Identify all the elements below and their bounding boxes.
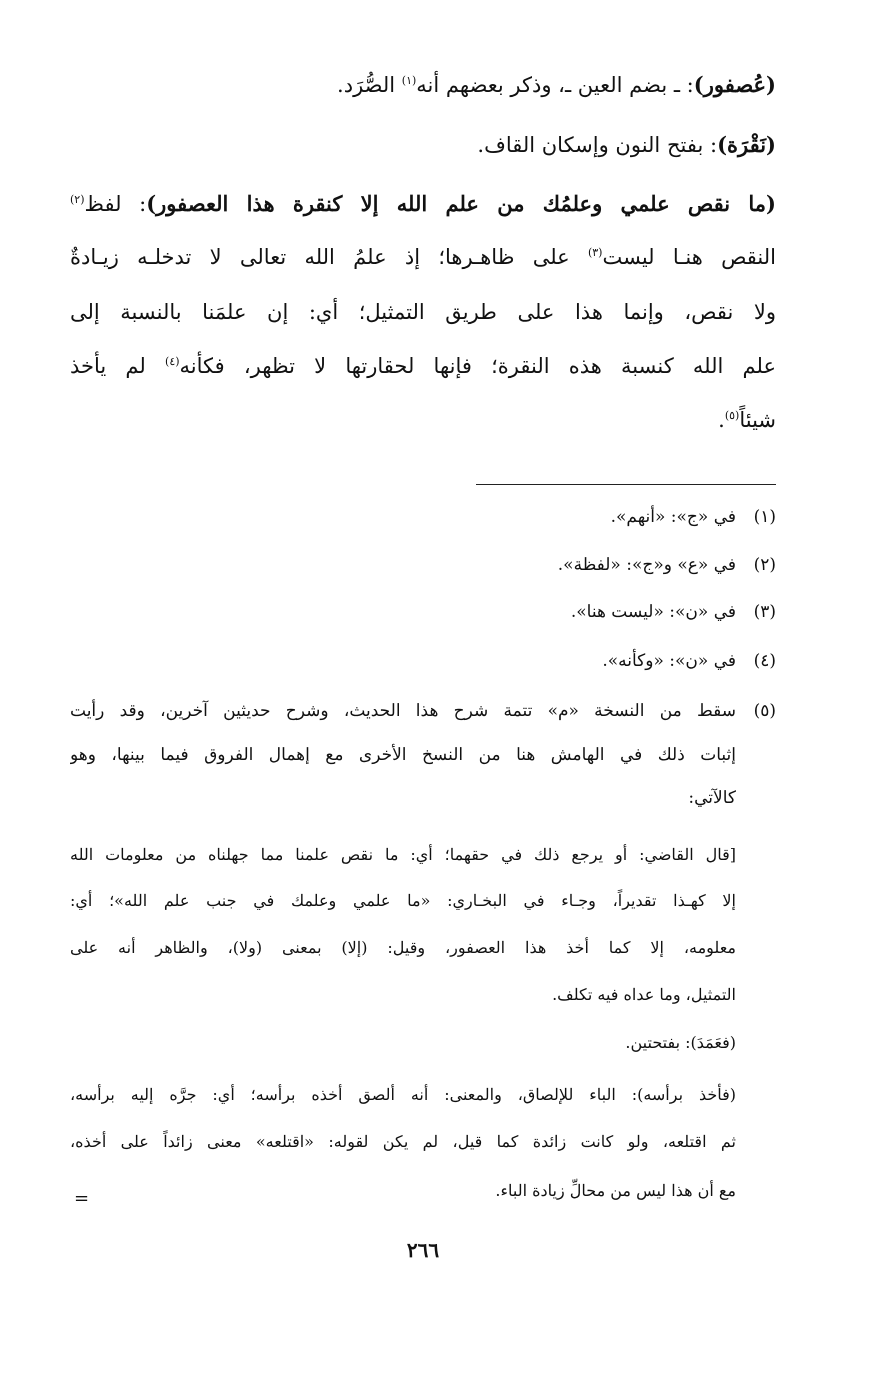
quote-text: معلومه، إلا كما أخذ هذا العصفور، وقيل: (إلا) بمعنى (ولا)، والظاهر أنه على [70, 938, 736, 957]
main-text: النقص هنـا ليست [602, 245, 776, 269]
footnote-number: (١) [753, 507, 776, 527]
quote-line-5 [625, 1030, 736, 1056]
footnote-text: في «ن»: «ليست هنا». [570, 602, 736, 622]
footnote-ref-2: (٢) [70, 193, 85, 206]
footnote-text: إثبات ذلك في الهامش هنا من النسخ الأخرى مع إهمال الفروق فيما بينها، وهو [70, 745, 736, 765]
main-text: ولا نقص، وإنما هذا على طريق التمثيل؛ أي: إن علمَنا بالنسبة إلى [70, 300, 776, 324]
hadith-quote: (ما نقص علمي وعلمُك من علم الله إلا كنقرة هذا العصفور) [146, 191, 776, 216]
main-line-6 [70, 351, 776, 381]
footnote-ref-1: (١) [401, 74, 417, 87]
document-page [70, 52, 776, 1342]
footnote-text: في «ج»: «أنهم». [610, 507, 736, 527]
quote-text: (فأخذ برأسه): الباء للإلصاق، والمعنى: أنه ألصق أخذه برأسه؛ أي: جرَّه إليه برأسه، [70, 1085, 736, 1104]
quote-line-1 [70, 842, 736, 868]
quote-line-2 [70, 888, 736, 914]
quote-text: التمثيل، وما عداه فيه تكلف. [552, 985, 736, 1004]
quote-text: إلا كهـذا تقديراً، وجـاء في البخـاري: «ما علمي وعلمك في جنب علم الله»؛ أي: [70, 891, 736, 910]
footnote-ref-4: (٤) [165, 355, 180, 368]
footnote-text: في «ع» و«ج»: «لفظة». [557, 555, 736, 575]
continuation-mark: = [74, 1188, 90, 1209]
quote-line-6 [70, 1082, 736, 1108]
footnote-ref-5: (٥) [724, 409, 740, 422]
quote-text: (فعَمَدَ): بفتحتين. [625, 1033, 736, 1052]
quote-line-8 [495, 1178, 736, 1204]
main-line-7 [718, 405, 776, 435]
quote-text: مع أن هذا ليس من محالِّ زيادة الباء. [495, 1181, 736, 1200]
main-line-5 [70, 297, 776, 327]
footnote-text: في «ن»: «وكأنه». [602, 651, 736, 671]
quote-text: [قال القاضي: أو يرجع ذلك في حقهما؛ أي: ما نقص علمنا مما جهلناه من معلومات الله [70, 845, 736, 864]
main-text: شيئاً [739, 408, 776, 432]
main-text: : لفظ [84, 192, 147, 216]
term-usfur: (عُصفور) [693, 72, 776, 97]
footnote-5-line-3 [688, 785, 736, 811]
footnote-number: (٣) [753, 602, 776, 622]
main-text: على ظاهـرها؛ إذ علمُ الله تعالى لا تدخلـه زيـادةٌ [70, 245, 588, 269]
footnote-1 [611, 504, 776, 530]
quote-line-3 [70, 935, 736, 961]
quote-line-4 [552, 982, 736, 1008]
footnote-5-line-2 [70, 742, 736, 768]
footnote-3 [571, 599, 776, 625]
footnote-5 [70, 698, 776, 724]
main-text: علم الله كنسبة هذه النقرة؛ فإنها لحقارتها لا تظهر، فكأنه [179, 354, 776, 378]
main-line-4 [70, 242, 776, 272]
footnote-4 [602, 648, 776, 674]
quote-line-7 [70, 1129, 736, 1155]
footnote-text: كالآتي: [688, 788, 736, 808]
quote-text: ثم اقتلعه، ولو كانت زائدة كما قيل، لم يكن لقوله: «اقتلعه» معنى زائداً على أخذه، [70, 1132, 736, 1151]
main-text: : ـ بضم العين ـ، وذكر بعضهم أنه [416, 73, 694, 97]
footnote-divider [476, 484, 776, 485]
footnote-number: (٥) [753, 701, 776, 721]
footnote-number: (٢) [753, 555, 776, 575]
main-line-2 [477, 130, 776, 160]
main-text: الصُّرَد. [337, 73, 402, 97]
term-naqra: (نَقْرَة) [717, 132, 776, 157]
main-text: لم يأخذ [70, 354, 166, 378]
main-text: . [718, 408, 725, 432]
footnote-number: (٤) [753, 651, 776, 671]
footnote-text: سقط من النسخة «م» تتمة شرح هذا الحديث، وشرح حديثين آخرين، وقد رأيت [70, 701, 736, 721]
page-number: ٢٦٦ [406, 1238, 440, 1262]
footnote-2 [558, 552, 776, 578]
main-line-1 [337, 70, 776, 100]
main-text: : بفتح النون وإسكان القاف. [477, 133, 718, 157]
footnote-ref-3: (٣) [587, 246, 603, 259]
main-line-3 [70, 189, 776, 219]
